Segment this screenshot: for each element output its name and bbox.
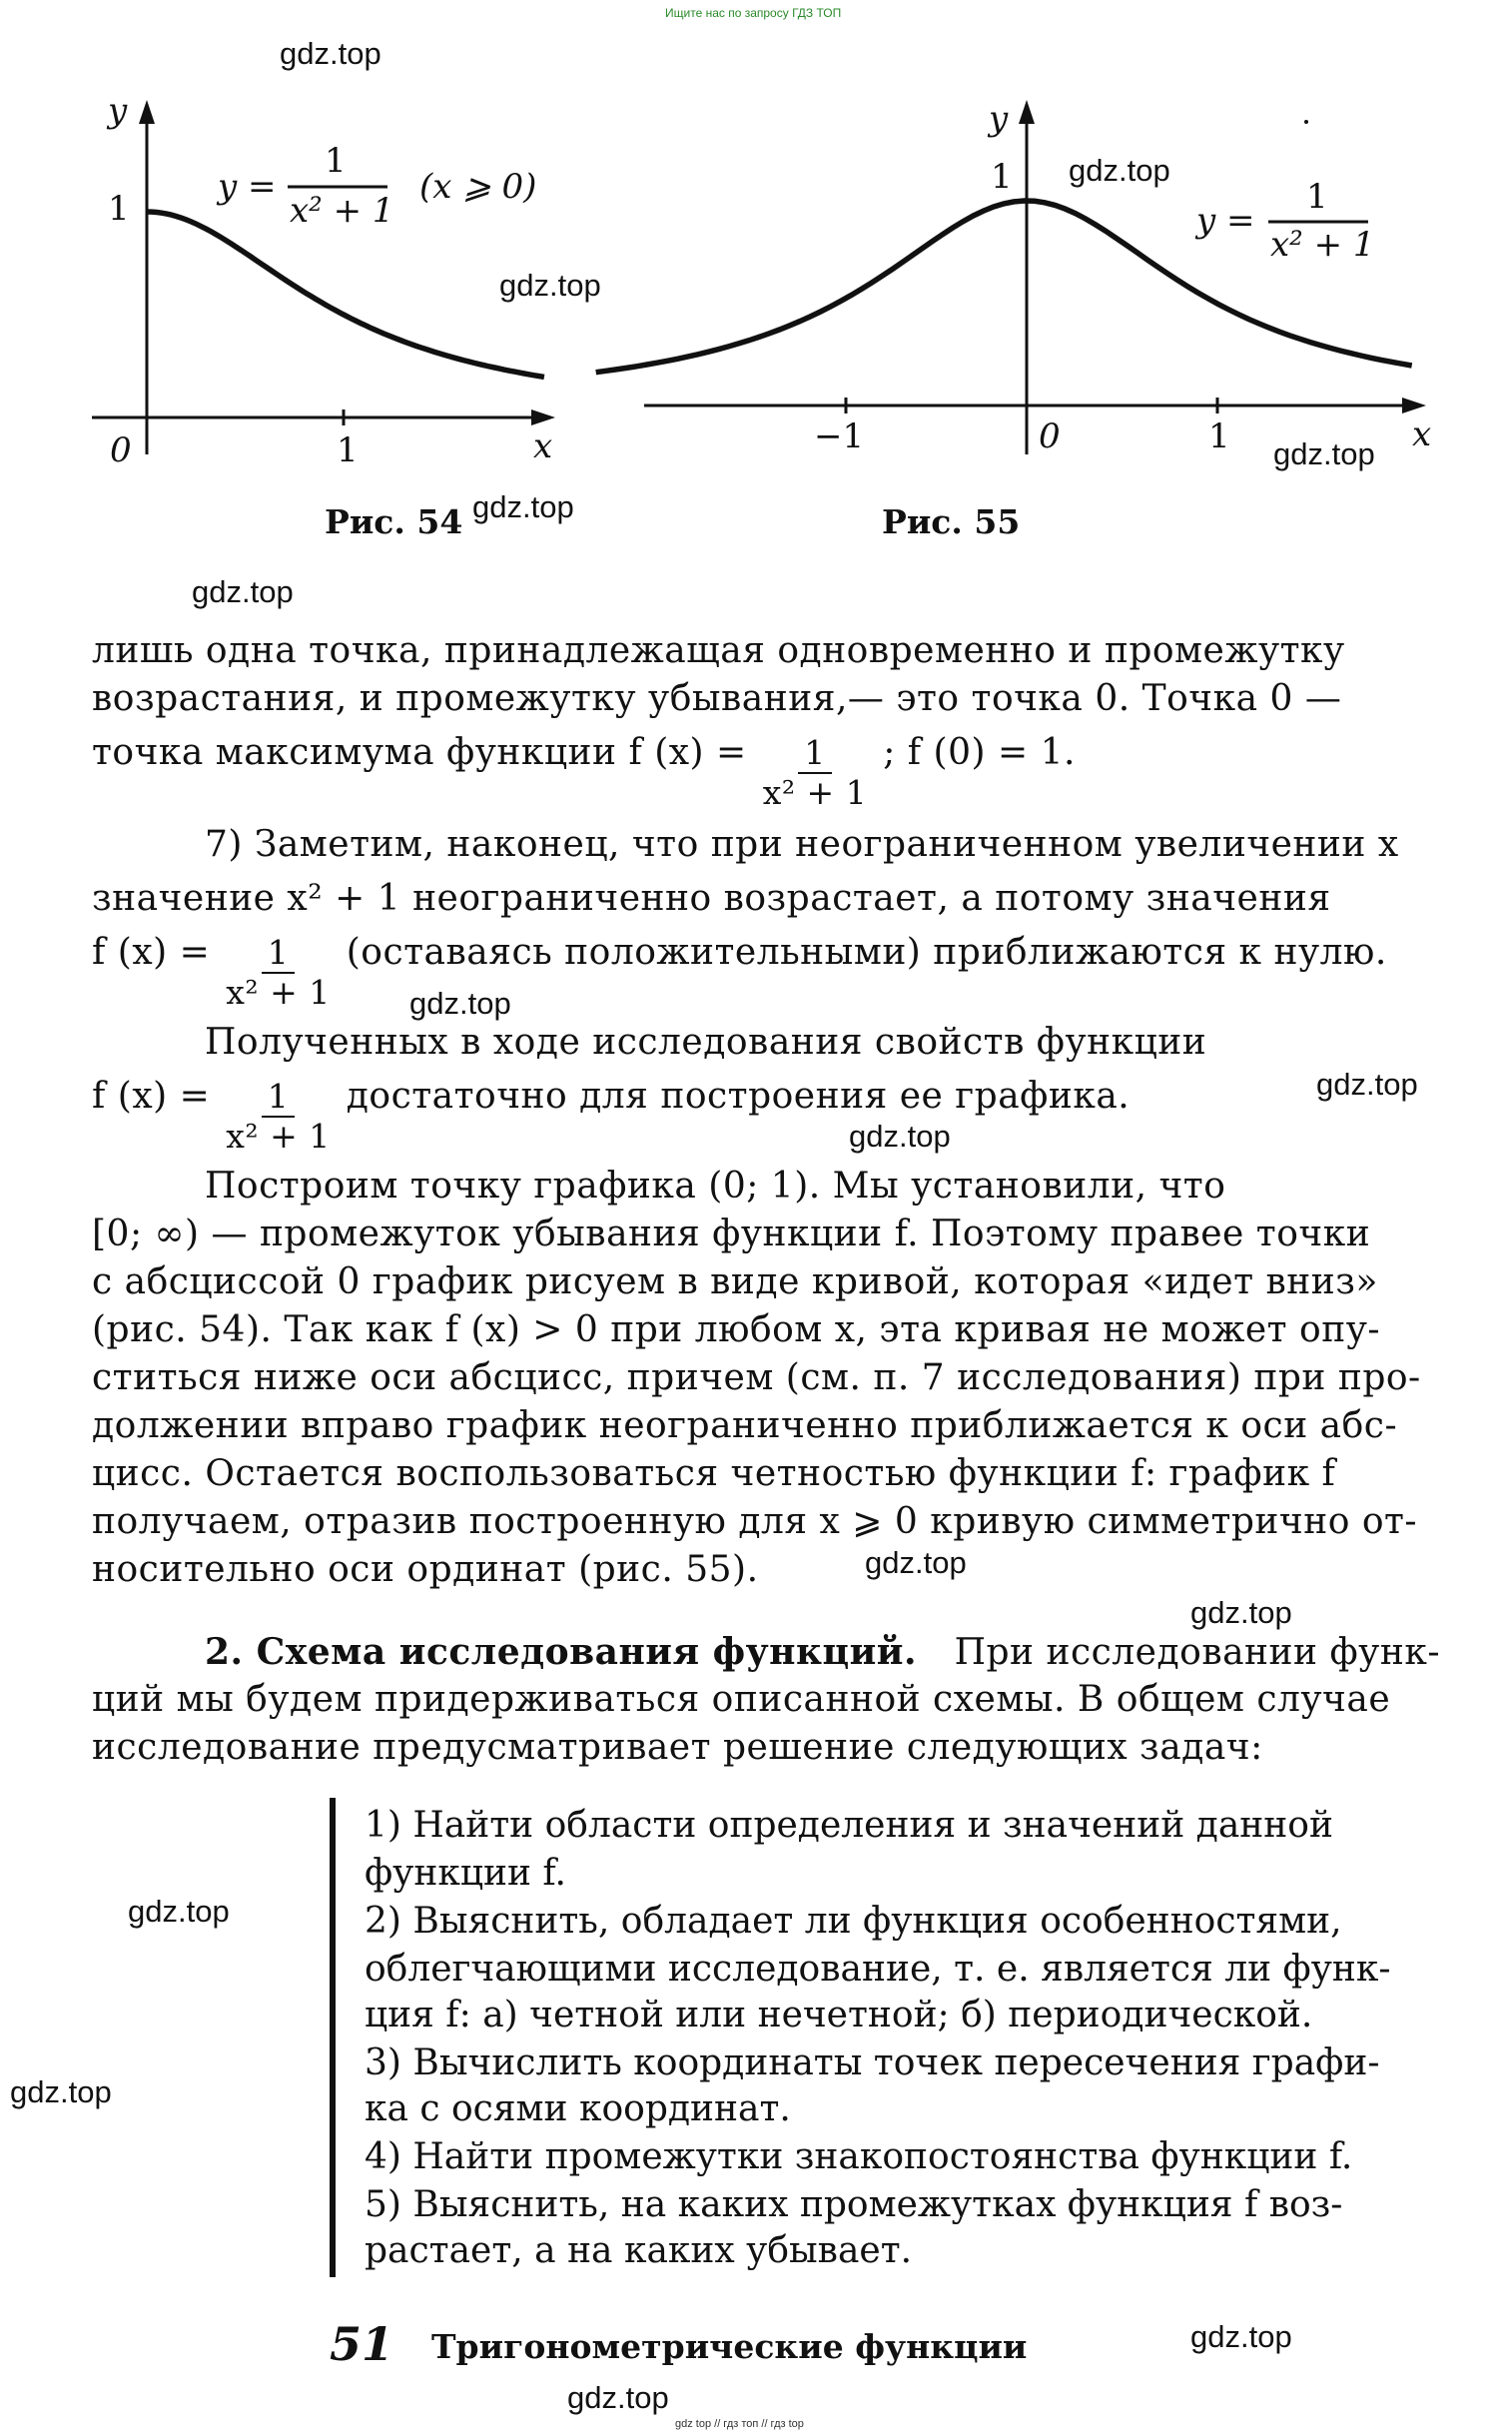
figure-55: [0, 0, 1512, 559]
page-number: 51: [330, 2317, 394, 2371]
figure-55-caption: Рис. 55: [882, 502, 1021, 541]
watermark: gdz.top: [472, 489, 574, 524]
watermark: gdz.top: [567, 2380, 669, 2415]
text-line: лишь одна точка, принадлежащая одновременно и промежутку: [92, 630, 1345, 671]
list-margin-bar: [330, 1798, 336, 2277]
text-line: значение x² + 1 неограниченно возрастает, а потому значения: [92, 878, 1331, 919]
list-item-line: 4) Найти промежутки знакопостоянства функции f.: [365, 2136, 1353, 2177]
fraction: [220, 934, 336, 1012]
x-tick-label: 1: [337, 430, 359, 470]
text-line: носительно оси ординат (рис. 55).: [92, 1549, 759, 1590]
formula-denominator: x² + 1: [290, 191, 394, 231]
list-item-line: 1) Найти области определения и значений данной: [365, 1805, 1333, 1846]
watermark: gdz.top: [849, 1119, 951, 1154]
list-item-line: ция f: а) четной или нечетной; б) периодической.: [365, 1995, 1313, 2035]
list-item-line: растает, а на каких убывает.: [365, 2230, 913, 2271]
running-footer-title: Тригонометрические функции: [431, 2327, 1028, 2366]
formula-lhs: y =: [218, 167, 277, 207]
watermark: gdz.top: [1316, 1067, 1418, 1102]
formula-numerator: 1: [325, 141, 347, 181]
list-item-line: 2) Выяснить, обладает ли функция особенностями,: [365, 1901, 1342, 1942]
text-line: с абсциссой 0 график рисуем в виде кривой, которая «идет вниз»: [92, 1261, 1378, 1302]
y-axis-label: y: [108, 91, 128, 131]
fraction: [220, 1078, 336, 1156]
fraction-numerator: 1: [262, 934, 296, 974]
text-line-with-fraction: [92, 1075, 1440, 1156]
text-fragment: При исследовании функ-: [954, 1632, 1440, 1673]
figure-54-caption: Рис. 54: [325, 502, 463, 541]
bottom-note: gdz top // гдз топ // гдз top: [675, 2418, 804, 2430]
x-axis-label: x: [533, 426, 553, 466]
text-fragment: ; f (0) = 1.: [883, 732, 1076, 773]
list-item-line: ка с осями координат.: [365, 2088, 791, 2129]
watermark: gdz.top: [192, 574, 294, 609]
y-tick-label: 1: [108, 189, 130, 229]
watermark: gdz.top: [409, 986, 511, 1021]
watermark: gdz.top: [865, 1545, 967, 1580]
list-item-line: 5) Выяснить, на каких промежутках функция f воз-: [365, 2184, 1343, 2225]
fraction-denominator: x² + 1: [226, 973, 331, 1012]
text-line: исследование предусматривает решение следующих задач:: [92, 1727, 1263, 1768]
origin-label: 0: [1039, 416, 1061, 456]
watermark: gdz.top: [10, 2074, 112, 2109]
watermark: gdz.top: [1273, 436, 1375, 471]
text-fragment: точка максимума функции f (x) =: [92, 732, 747, 773]
text-line-with-fraction: [92, 931, 1440, 1012]
formula-numerator: 1: [1306, 177, 1328, 217]
text-line: должении вправо график неограниченно приближается к оси абс-: [92, 1405, 1398, 1446]
y-tick-label: 1: [991, 157, 1013, 197]
text-line: [0; ∞) — промежуток убывания функции f. Поэтому правее точки: [92, 1214, 1371, 1254]
origin-label: 0: [110, 430, 132, 470]
text-line-with-fraction: [92, 731, 1440, 812]
fraction-numerator: 1: [262, 1078, 296, 1118]
list-item-line: облегчающими исследование, т. е. является ли функ-: [365, 1949, 1391, 1990]
text-line: ций мы будем придерживаться описанной схемы. В общем случае: [92, 1679, 1391, 1720]
formula-condition: (x ⩾ 0): [419, 167, 537, 207]
text-fragment: (оставаясь положительными) приближаются к нулю.: [346, 932, 1387, 973]
list-item-line: 3) Вычислить координаты точек пересечения графи-: [365, 2042, 1380, 2083]
text-line: возрастания, и промежутку убывания,— это точка 0. Точка 0 —: [92, 678, 1342, 719]
fraction: [757, 734, 873, 812]
watermark: gdz.top: [280, 36, 381, 71]
text-line: Полученных в ходе исследования свойств функции: [205, 1022, 1207, 1063]
top-search-note: Ищите нас по запросу ГДЗ ТОП: [665, 6, 842, 20]
section-heading: 2. Схема исследования функций.: [205, 1631, 918, 1673]
text-fragment: f (x) =: [92, 1076, 211, 1117]
x-axis-label: x: [1412, 414, 1432, 454]
text-fragment: достаточно для построения ее графика.: [346, 1076, 1131, 1117]
watermark: gdz.top: [1190, 2319, 1292, 2354]
text-line: (рис. 54). Так как f (x) > 0 при любом x, эта кривая не может опу-: [92, 1309, 1381, 1350]
y-axis-arrow: [1019, 100, 1035, 124]
speck: [1304, 120, 1308, 124]
watermark: gdz.top: [499, 268, 601, 303]
fraction-numerator: 1: [798, 734, 832, 774]
x-tick-pos-label: 1: [1208, 416, 1230, 456]
text-line: 7) Заметим, наконец, что при неограниченном увеличении x: [205, 824, 1399, 865]
formula-lhs: y =: [1196, 201, 1255, 241]
watermark: gdz.top: [128, 1894, 230, 1929]
formula-denominator: x² + 1: [1270, 225, 1375, 265]
y-axis-label: y: [989, 99, 1009, 139]
fraction-denominator: x² + 1: [226, 1117, 331, 1156]
watermark: gdz.top: [1190, 1595, 1292, 1630]
fraction-denominator: x² + 1: [762, 773, 868, 812]
text-fragment: f (x) =: [92, 932, 211, 973]
x-axis-arrow: [1402, 398, 1426, 413]
x-tick-neg-label: −1: [814, 416, 865, 456]
text-line: [205, 1630, 1440, 1675]
list-item-line: функции f.: [365, 1853, 566, 1894]
watermark: gdz.top: [1069, 153, 1170, 188]
text-line: получаем, отразив построенную для x ⩾ 0 кривую симметрично от-: [92, 1501, 1418, 1542]
text-line: ститься ниже оси абсцисс, причем (см. п. 7 исследования) при про-: [92, 1357, 1421, 1398]
text-line: Построим точку графика (0; 1). Мы установили, что: [205, 1166, 1226, 1207]
text-line: цисс. Остается воспользоваться четностью функции f: график f: [92, 1453, 1336, 1494]
